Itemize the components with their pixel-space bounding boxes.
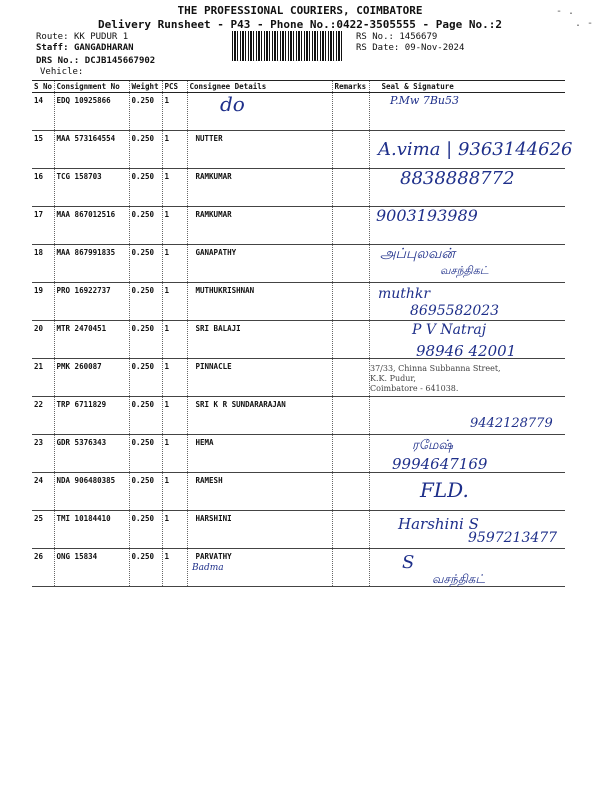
table-row	[32, 93, 565, 131]
row-consignment: ONG 15834	[54, 549, 129, 587]
staff-value: GANGADHARAN	[73, 43, 134, 53]
row-consignee: SRI K R SUNDARARAJAN	[187, 397, 332, 435]
row-remarks	[332, 397, 369, 435]
route-value: KK PUDUR 1	[73, 32, 129, 42]
stamp-line: K.K. Pudur,	[370, 374, 416, 383]
table-row	[32, 207, 565, 245]
row-pcs: 1	[162, 397, 187, 435]
row-remarks	[332, 321, 369, 359]
row-remarks	[332, 245, 369, 283]
row-pcs: 1	[162, 207, 187, 245]
col-remarks: Remarks	[332, 81, 369, 93]
row-weight: 0.250	[129, 283, 162, 321]
rs-date-label: RS Date:	[356, 43, 400, 53]
stamp-line: 37/33, Chinna Subbanna Street,	[370, 364, 501, 373]
row-consignee: PINNACLE	[187, 359, 332, 397]
row-consignee: HEMA	[187, 435, 332, 473]
handwritten-signature: 9442128779	[470, 416, 553, 431]
row-pcs: 1	[162, 169, 187, 207]
row-pcs: 1	[162, 549, 187, 587]
row-weight: 0.250	[129, 207, 162, 245]
handwritten-signature: வசந்திகட்	[440, 264, 489, 277]
staff-line	[36, 43, 134, 53]
address-stamp	[370, 364, 501, 394]
row-consignee	[187, 93, 332, 131]
row-remarks	[332, 359, 369, 397]
rs-no-value: 1456679	[399, 32, 438, 42]
route-line	[36, 32, 128, 42]
rs-date-line	[356, 43, 464, 53]
row-remarks	[332, 511, 369, 549]
row-remarks	[332, 93, 369, 131]
rs-no-line	[356, 32, 437, 42]
row-consignment: NDA 906480385	[54, 473, 129, 511]
handwritten-signature: வசந்திகட்	[432, 572, 485, 586]
row-pcs: 1	[162, 511, 187, 549]
row-consignment: PMK 260087	[54, 359, 129, 397]
row-consignment: MTR 2470451	[54, 321, 129, 359]
company-title: THE PROFESSIONAL COURIERS, COIMBATORE	[177, 4, 423, 17]
handwritten-consignee: Badma	[192, 563, 224, 573]
row-weight: 0.250	[129, 131, 162, 169]
row-consignment: MAA 867012516	[54, 207, 129, 245]
col-weight: Weight	[129, 81, 162, 93]
row-consignee: NUTTER	[187, 131, 332, 169]
vehicle-label: Vehicle:	[40, 67, 84, 77]
handwritten-signature: 9994647169	[392, 455, 488, 473]
corner-marks: - .	[556, 6, 575, 17]
row-sno: 14	[32, 93, 54, 131]
row-remarks	[332, 435, 369, 473]
handwritten-signature: Harshini S	[398, 515, 479, 533]
staff-label: Staff:	[36, 43, 69, 53]
row-pcs: 1	[162, 473, 187, 511]
row-weight: 0.250	[129, 321, 162, 359]
drs-line	[36, 56, 155, 66]
row-sno: 15	[32, 131, 54, 169]
row-sno: 18	[32, 245, 54, 283]
handwritten-signature: 9597213477	[468, 530, 558, 546]
row-consignee: RAMKUMAR	[187, 169, 332, 207]
row-consignee: GANAPATHY	[187, 245, 332, 283]
row-pcs: 1	[162, 283, 187, 321]
row-consignee: PARVATHY	[187, 549, 332, 587]
row-sno: 22	[32, 397, 54, 435]
row-consignment: TCG 158703	[54, 169, 129, 207]
drs-value: DCJB145667902	[84, 56, 156, 66]
row-sno: 19	[32, 283, 54, 321]
col-pcs: PCS	[162, 81, 187, 93]
row-weight: 0.250	[129, 473, 162, 511]
row-pcs: 1	[162, 435, 187, 473]
row-weight: 0.250	[129, 435, 162, 473]
row-sno: 25	[32, 511, 54, 549]
row-consignee: HARSHINI	[187, 511, 332, 549]
row-consignment: GDR 5376343	[54, 435, 129, 473]
handwritten-signature: FLD.	[420, 478, 469, 502]
row-sno: 24	[32, 473, 54, 511]
table-header-row	[32, 81, 565, 93]
handwritten-signature: 8838888772	[400, 168, 515, 189]
row-consignee: RAMESH	[187, 473, 332, 511]
handwritten-signature: P V Natraj	[412, 322, 487, 338]
row-pcs: 1	[162, 321, 187, 359]
row-pcs: 1	[162, 131, 187, 169]
col-signature: Seal & Signature	[369, 81, 565, 93]
row-sno: 16	[32, 169, 54, 207]
barcode-image	[232, 31, 342, 61]
table-row	[32, 549, 565, 587]
row-weight: 0.250	[129, 245, 162, 283]
handwritten-signature: அப்புலவன்	[380, 246, 455, 262]
row-consignment: TMI 10184410	[54, 511, 129, 549]
row-consignee: RAMKUMAR	[187, 207, 332, 245]
rs-date-value: 09-Nov-2024	[404, 43, 465, 53]
col-sno: S No	[34, 82, 53, 91]
row-consignment: PRO 16922737	[54, 283, 129, 321]
corner-marks: . -	[575, 18, 594, 29]
table-row	[32, 473, 565, 511]
row-pcs: 1	[162, 359, 187, 397]
handwritten-signature: 9003193989	[376, 206, 478, 225]
drs-label: DRS No.:	[36, 56, 80, 66]
row-sno: 17	[32, 207, 54, 245]
row-weight: 0.250	[129, 397, 162, 435]
row-remarks	[332, 169, 369, 207]
row-remarks	[332, 283, 369, 321]
col-consignment: Consignment No	[54, 81, 129, 93]
runsheet-subtitle: Delivery Runsheet - P43 - Phone No.:0422-3505555 - Page No.:2	[98, 18, 502, 31]
row-remarks	[332, 473, 369, 511]
row-sno: 23	[32, 435, 54, 473]
row-consignee: SRI BALAJI	[187, 321, 332, 359]
row-sno: 26	[32, 549, 54, 587]
route-label: Route:	[36, 32, 69, 42]
row-pcs: 1	[162, 245, 187, 283]
stamp-line: Coimbatore - 641038.	[370, 384, 459, 393]
row-consignee: MUTHUKRISHNAN	[187, 283, 332, 321]
row-weight: 0.250	[129, 169, 162, 207]
row-remarks	[332, 549, 369, 587]
handwritten-signature: 8695582023	[410, 303, 500, 319]
row-consignment: MAA 573164554	[54, 131, 129, 169]
rs-no-label: RS No.:	[356, 32, 394, 42]
row-weight: 0.250	[129, 511, 162, 549]
row-weight: 0.250	[129, 549, 162, 587]
handwritten-consignee: do	[220, 92, 245, 116]
handwritten-signature: muthkr	[378, 286, 431, 302]
row-consignment: TRP 6711829	[54, 397, 129, 435]
handwritten-signature: A.vima | 9363144626	[378, 139, 573, 160]
row-weight: 0.250	[129, 359, 162, 397]
row-weight: 0.250	[129, 93, 162, 131]
handwritten-signature: 98946 42001	[416, 342, 517, 360]
row-consignment: EDQ 10925866	[54, 93, 129, 131]
handwritten-signature: ரமேஷ்	[412, 438, 453, 453]
handwritten-signature: P.Mw 7Bu53	[390, 94, 460, 107]
handwritten-signature: S	[402, 552, 415, 573]
row-remarks	[332, 131, 369, 169]
col-consignee: Consignee Details	[187, 81, 332, 93]
row-sno: 21	[32, 359, 54, 397]
row-pcs: 1	[162, 93, 187, 131]
row-consignment: MAA 867991835	[54, 245, 129, 283]
row-remarks	[332, 207, 369, 245]
row-sno: 20	[32, 321, 54, 359]
